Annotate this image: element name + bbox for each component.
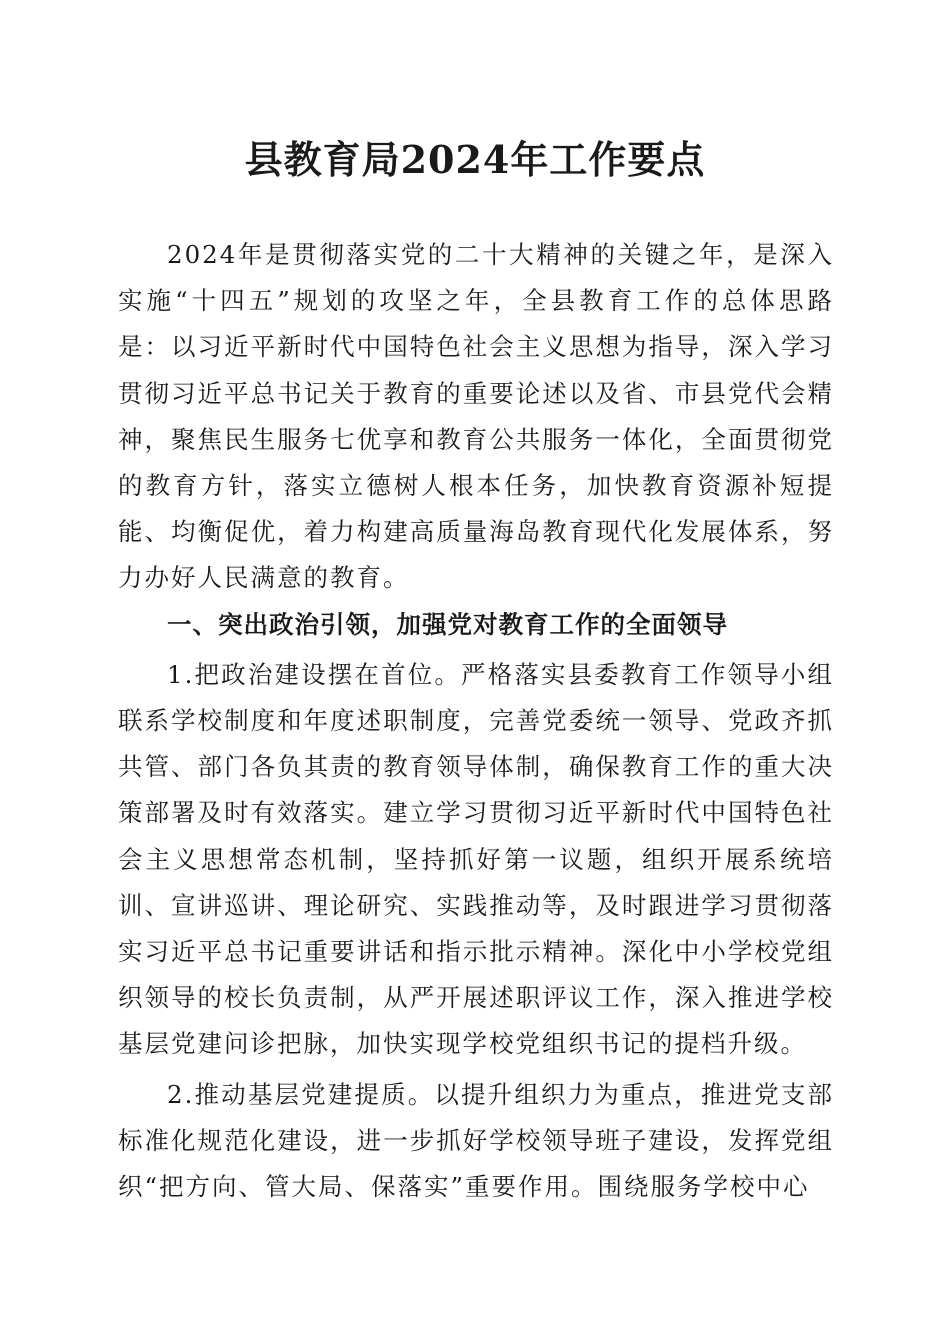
item-2-paragraph: 2.推动基层党建提质。以提升组织力为重点，推进党支部标准化规范化建设，进一步抓好学校领导班子建设，发挥党组织“把方向、管大局、保落实”重要作用。围绕服务学校中心 (118, 1079, 834, 1202)
document-title: 县教育局2024年工作要点 (244, 137, 706, 182)
section-heading: 一、突出政治引领，加强党对教育工作的全面领导 (167, 609, 728, 639)
intro-paragraph: 2024年是贯彻落实党的二十大精神的关键之年，是深入实施“十四五”规划的攻坚之年，全县教育工作的总体思路是：以习近平新时代中国特色社会主义思想为指导，深入学习贯彻习近平总书记关于教育的重要论述以及省、市县党代会精神，聚焦民生服务七优享和教育公共服务一体化，全面贯彻党的教育方针，落实立德树人根本任务，加快教育资源补短提能、均衡促优，着力构建高质量海岛教育现代化发展体系，努力办好人民满意的教育。 (118, 240, 834, 593)
item-1-paragraph: 1.把政治建设摆在首位。严格落实县委教育工作领导小组联系学校制度和年度述职制度，完善党委统一领导、党政齐抓共管、部门各负其责的教育领导体制，确保教育工作的重大决策部署及时有效落实。建立学习贯彻习近平新时代中国特色社会主义思想常态机制，坚持抓好第一议题，组织开展系统培训、宣讲巡讲、理论研究、实践推动等，及时跟进学习贯彻落实习近平总书记重要讲话和指示批示精神。深化中小学校党组织领导的校长负责制，从严开展述职评议工作，深入推进学校基层党建问诊把脉，加快实现学校党组织书记的提档升级。 (118, 659, 834, 1059)
document-body (118, 232, 834, 1210)
